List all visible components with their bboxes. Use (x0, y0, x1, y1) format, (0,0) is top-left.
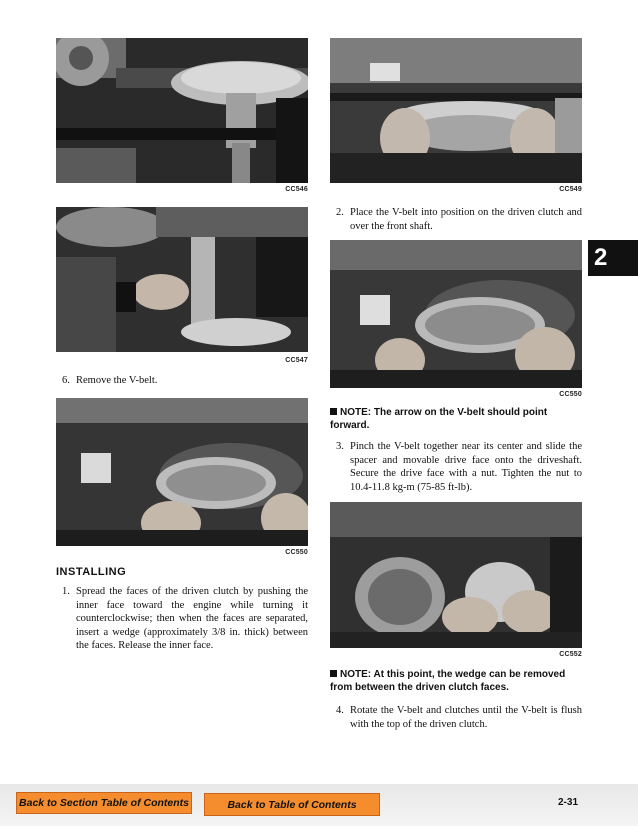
driven-clutch-removal-illustration (56, 207, 308, 352)
page-number: 2-31 (558, 797, 579, 808)
step-4 (336, 704, 582, 731)
step-number: 6. (62, 375, 70, 386)
section-heading-installing: INSTALLING (56, 566, 127, 578)
note-arrow-direction (330, 406, 582, 432)
photo-cc547 (56, 207, 308, 352)
back-to-toc-link[interactable]: Back to Table of Contents (204, 793, 380, 816)
step-3 (336, 440, 582, 494)
note-wedge-removal (330, 668, 582, 694)
chapter-tab: 2 (588, 240, 638, 276)
step-text: Rotate the V-belt and clutches until the V-belt is flush with the top of the driven clutch. (350, 705, 582, 730)
figure-code: CC547 (285, 357, 308, 364)
step-2 (336, 206, 582, 233)
note-text: NOTE: At this point, the wedge can be removed from between the driven clutch faces. (330, 669, 566, 693)
v-belt-removal-illustration (56, 398, 308, 546)
step-number: 1. (62, 586, 70, 597)
v-belt-placement-illustration (330, 38, 582, 183)
note-text: NOTE: The arrow on the V-belt should point forward. (330, 407, 548, 431)
figure-code: CC552 (559, 651, 582, 658)
photo-cc550-right (330, 240, 582, 388)
photo-cc550-left (56, 398, 308, 546)
clutch-removal-illustration (56, 38, 308, 183)
photo-cc549 (330, 38, 582, 183)
step-text: Remove the V-belt. (76, 375, 158, 386)
note-bullet-icon (330, 408, 337, 415)
figure-code: CC546 (285, 186, 308, 193)
step-text: Place the V-belt into position on the driven clutch and over the front shaft. (350, 207, 582, 232)
step-1 (62, 585, 308, 653)
figure-code: CC550 (559, 391, 582, 398)
figure-code: CC549 (559, 186, 582, 193)
step-number: 3. (336, 441, 344, 452)
photo-cc552 (330, 502, 582, 648)
step-6 (62, 374, 308, 388)
note-bullet-icon (330, 670, 337, 677)
step-number: 2. (336, 207, 344, 218)
photo-cc546 (56, 38, 308, 183)
step-text: Spread the faces of the driven clutch by pushing the inner face toward the engine while turning it counterclockwise; then when the faces are separated, insert a wedge (approximately 3/8 in. thick) between the faces. Release the inner face. (76, 586, 308, 651)
step-text: Pinch the V-belt together near its center and slide the spacer and movable drive face onto the driveshaft. Secure the drive face with a nut. Tighten the nut to 10.4-11.8 kg-m (75-85 ft-lb). (350, 441, 582, 493)
step-number: 4. (336, 705, 344, 716)
figure-code: CC550 (285, 549, 308, 556)
v-belt-installed-illustration (330, 240, 582, 388)
drive-face-install-illustration (330, 502, 582, 648)
back-to-section-toc-link[interactable]: Back to Section Table of Contents (16, 792, 192, 814)
